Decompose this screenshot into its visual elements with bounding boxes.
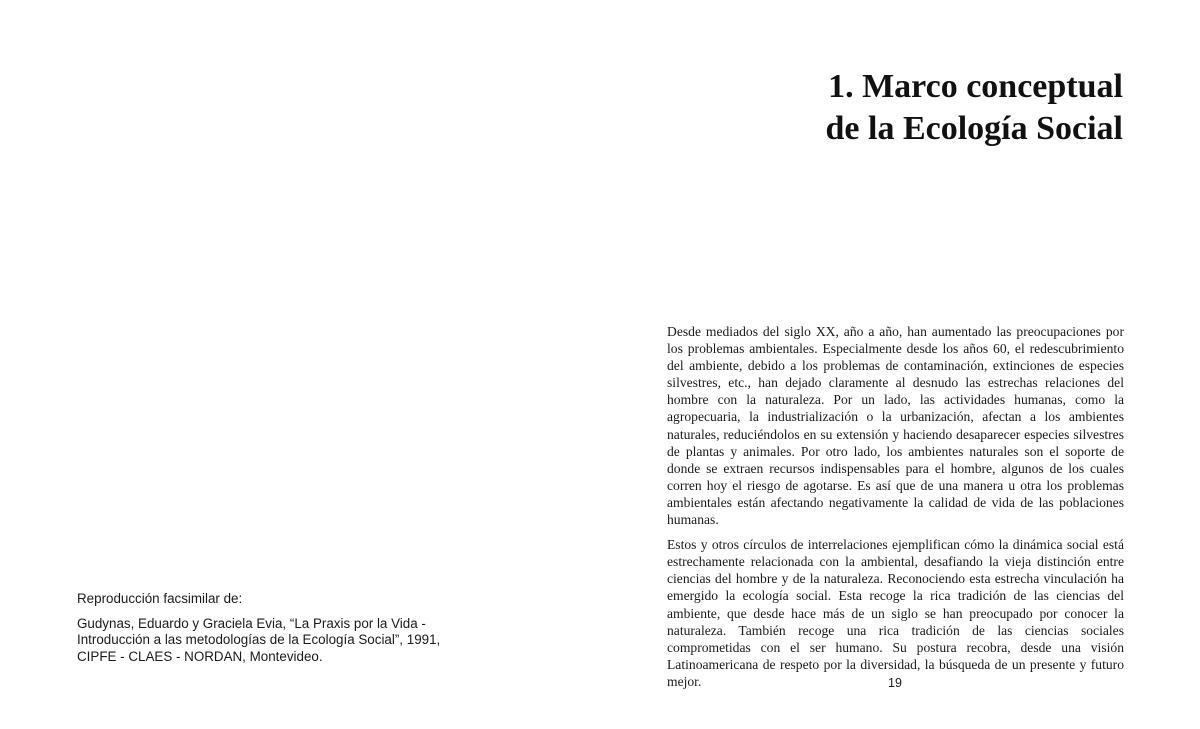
paragraph-1: Desde mediados del siglo XX, año a año, han aumentado las preocupaciones por los problemas ambientales. Especialmente desde los años 60, el redescubrimiento del ambiente, debido a los problemas de contaminación, extinciones de especies silvestres, etc., han dejado claramente al desnudo las estrechas relaciones del hombre con la naturaleza. Por un lado, las actividades humanas, como la agropecuaria, la industrialización o la urbanización, afectan a los ambientes naturales, reduciéndolos en su extensión y haciendo desaparecer especies silvestres de plantas y animales. Por otro lado, los ambientes naturales son el soporte de donde se extraen recursos indispensables para el hombre, algunos de los cuales corren hoy el riesgo de agotarse. Es así que de una manera u otra los problemas ambientales están afectando negativamente la calidad de vida de las poblaciones humanas. — [667, 324, 1124, 528]
credit-reference: Gudynas, Eduardo y Graciela Evia, “La Praxis por la Vida - Introducción a las metodologías de la Ecología Social”, 1991, CIPFE - CLAES - NORDAN, Montevideo. — [77, 615, 441, 664]
chapter-body — [667, 323, 1124, 698]
page-number: 19 — [888, 676, 902, 690]
paragraph-2: Estos y otros círculos de interrelaciones ejemplifican cómo la dinámica social está estrechamente relacionada con la ambiental, desafiando la vieja distinción entre ciencias del hombre y de la naturaleza. Reconociendo esta estrecha vinculación ha emergido la ecología social. Esta recoge la rica tradición de las ciencias del ambiente, que desde hace más de un siglo se han preocupado por conocer la naturaleza. También recoge una rica tradición de las ciencias sociales comprometidas con el ser humano. Su postura recobra, desde una visión Latinoamericana de respeto por la diversidad, la búsqueda de un presente y futuro mejor. — [667, 537, 1124, 689]
chapter-title — [826, 66, 1124, 150]
chapter-title-line-1: 1. Marco conceptual — [828, 68, 1123, 105]
reproduction-credit — [77, 591, 477, 665]
credit-heading: Reproducción facsimilar de: — [77, 591, 243, 606]
chapter-title-line-2: de la Ecología Social — [825, 110, 1123, 147]
